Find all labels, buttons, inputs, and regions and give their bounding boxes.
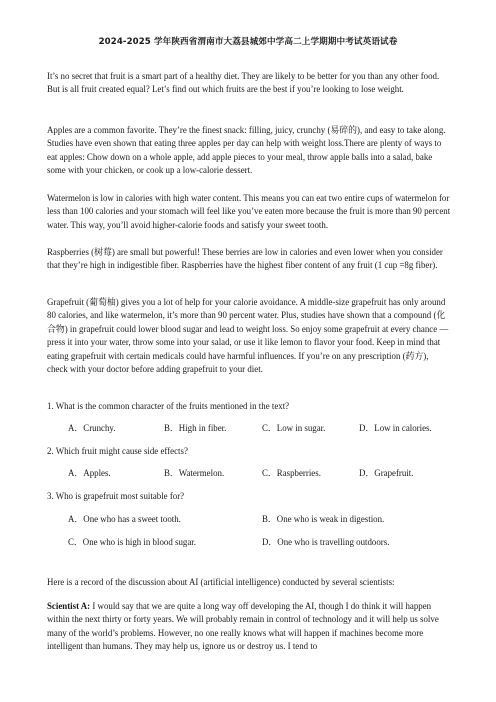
question-2-option-b[interactable]: B．Watermelon. [164,468,225,478]
paragraph-watermelon: Watermelon is low in calories with high water content. This means you can eat two entire cups of watermelon for less than 100 calories and your stomach will feel like you’ve eaten more because the fruit is more than 90 percent water. This way, you’ll avoid higher-calorie foods and satisfy your sweet tooth. [47,193,451,230]
paragraph-apples: Apples are a common favorite. They’re the finest snack: filling, juicy, crunchy (易碎的), and easy to take along. Studies have even shown that eating three apples per day can help with weight loss.There are plenty of ways to eat apples: Chow down on a whole apple, add apple pieces to your meal, throw apple balls into a salad, bake some with your chicken, or cook up a low-calorie dessert. [47,125,446,176]
question-3-stem: 3. Who is grapefruit most suitable for? [47,491,185,501]
paragraph-raspberries: Raspberries (树莓) are small but powerful! These berries are low in calories and even lower when you consider that they’re high in indigestible fiber. Raspberries have the highest fiber content of any fruit (1 cup =8g fiber). [47,247,443,271]
question-3-option-b[interactable]: B．One who is weak in digestion. [262,514,385,524]
question-2-option-d[interactable]: D．Grapefruit. [359,468,414,478]
exam-title: 2024-2025 学年陕西省渭南市大荔县城郊中学高二上学期期中考试英语试卷 [98,37,398,47]
question-3-option-a[interactable]: A．One who has a sweet tooth. [68,514,181,524]
question-2-option-a[interactable]: A．Apples. [68,468,111,478]
paragraph-intro: It’s no secret that fruit is a smart part of a healthy diet. They are likely to be better for you than any other food. But is all fruit created equal? Let’s find out which fruits are the best if you’re looking to lose weight. [47,71,440,95]
question-3-option-c[interactable]: C．One who is high in blood sugar. [68,537,196,547]
question-1-option-d[interactable]: D．Low in calories. [359,423,432,433]
question-1-stem: 1. What is the common character of the fruits mentioned in the text? [47,401,290,411]
question-1-option-c[interactable]: C．Low in sugar. [262,423,326,433]
question-2-stem: 2. Which fruit might cause side effects? [47,446,188,456]
passage2-intro: Here is a record of the discussion about AI (artificial intelligence) conducted by several scientists: [47,577,395,587]
question-3-option-d[interactable]: D．One who is travelling outdoors. [262,537,390,547]
scientist-a-statement [47,600,451,654]
scientist-a-label: Scientist A: [47,601,91,611]
scientist-a-text: I would say that we are quite a long way off developing the AI, though I do think it will happen within the next thirty or forty years. We will probably remain in control of technology and it will help us solve many of the world’s problems. However, no one really knows what will happen if machines become more intelligent than humans. They may help us, ignore us or destroy us. I tend to [47,601,439,652]
question-1-option-b[interactable]: B．High in fiber. [164,423,227,433]
paragraph-grapefruit: Grapefruit (葡萄柚) gives you a lot of help for your calorie avoidance. A middle-size grapefruit has only around 80 calories, and like watermelon, it’s more than 90 percent water. Plus, studies have shown that a compound (化合物) in grapefruit could lower blood sugar and lead to weight loss. So enjoy some grapefruit at every chance — press it into your water, throw some into your salad, or use it like lemon to flavor your food. Keep in mind that eating grapefruit with certain medicals could have harmful influences. If you’re on any prescription (药方), check with your doctor before adding grapefruit to your diet. [47,297,449,375]
question-1-option-a[interactable]: A．Crunchy. [68,423,116,433]
question-2-option-c[interactable]: C．Raspberries. [262,468,321,478]
